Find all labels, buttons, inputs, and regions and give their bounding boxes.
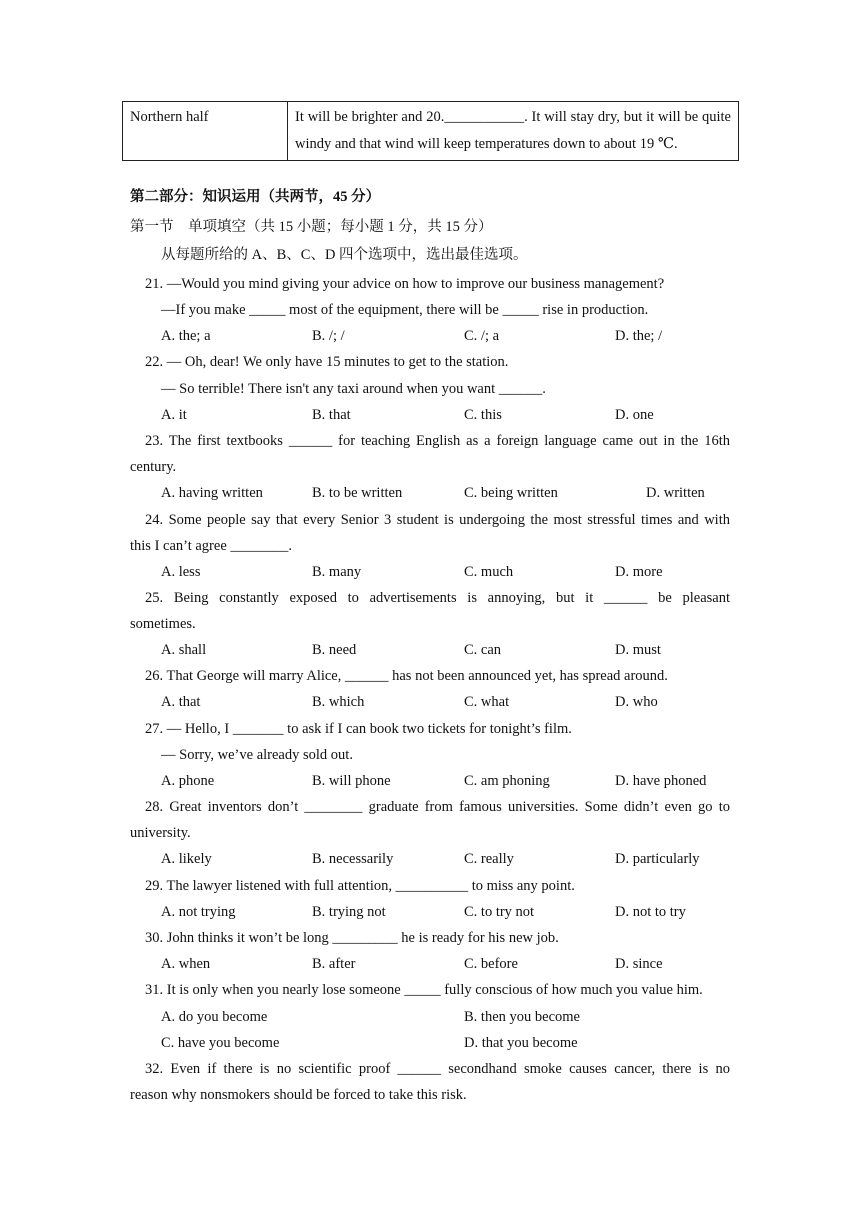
question-29-option-d: D. not to try xyxy=(615,904,686,920)
question-31-option-d: D. that you become xyxy=(464,1035,578,1051)
question-22-reply: — So terrible! There isn't any taxi around when you want ______. xyxy=(161,381,546,397)
question-27-option-c: C. am phoning xyxy=(464,773,550,789)
question-24-option-b: B. many xyxy=(312,564,362,580)
question-22-option-b: B. that xyxy=(312,407,351,423)
question-28-option-c: C. really xyxy=(464,851,514,867)
question-24-stem-cont: this I can’t agree ________. xyxy=(130,538,293,554)
question-22-stem: 22. — Oh, dear! We only have 15 minutes to get to the station. xyxy=(145,354,509,370)
question-30-option-c: C. before xyxy=(464,956,518,972)
question-25-stem: 25. Being constantly exposed to advertisements is annoying, but it ______ be pleasant xyxy=(145,590,730,606)
question-23-stem-cont: century. xyxy=(130,459,177,475)
weather-table xyxy=(122,101,739,161)
question-24-option-a: A. less xyxy=(161,564,201,580)
question-21-option-d: D. the; / xyxy=(615,328,663,344)
question-31-option-a: A. do you become xyxy=(161,1009,268,1025)
question-22-option-d: D. one xyxy=(615,407,654,423)
question-29-option-b: B. trying not xyxy=(312,904,386,920)
question-32-stem-cont: reason why nonsmokers should be forced to take this risk. xyxy=(130,1087,467,1103)
question-26-option-c: C. what xyxy=(464,694,510,710)
part-title: 第二部分：知识运用（共两节，45 分） xyxy=(130,189,381,205)
section-subtitle: 第一节 单项填空（共 15 小题；每小题 1 分，共 15 分） xyxy=(130,219,493,235)
question-21-reply: —If you make _____ most of the equipment, there will be _____ rise in production. xyxy=(161,302,649,318)
question-24-option-c: C. much xyxy=(464,564,514,580)
question-21-stem: 21. —Would you mind giving your advice on how to improve our business management? xyxy=(145,276,665,292)
instructions: 从每题所给的 A、B、C、D 四个选项中，选出最佳选项。 xyxy=(161,247,528,263)
question-29-stem: 29. The lawyer listened with full attention, __________ to miss any point. xyxy=(145,878,575,894)
table-row-text: It will be brighter and 20.___________. It will stay dry, but it will be quite windy and that wind will keep temperatures down to about 19 ℃. xyxy=(288,102,739,161)
question-23-option-c: C. being written xyxy=(464,485,558,501)
question-24-option-d: D. more xyxy=(615,564,663,580)
question-23-stem: 23. The first textbooks ______ for teaching English as a foreign language came out in the 16th xyxy=(145,433,730,449)
table-row xyxy=(123,102,739,161)
question-27-option-d: D. have phoned xyxy=(615,773,707,789)
question-23-option-a: A. having written xyxy=(161,485,263,501)
question-29-option-c: C. to try not xyxy=(464,904,535,920)
question-25-option-d: D. must xyxy=(615,642,661,658)
question-28-option-b: B. necessarily xyxy=(312,851,394,867)
question-22-option-a: A. it xyxy=(161,407,187,423)
question-25-stem-cont: sometimes. xyxy=(130,616,196,632)
question-31-option-b: B. then you become xyxy=(464,1009,580,1025)
question-26-stem: 26. That George will marry Alice, ______ has not been announced yet, has spread around. xyxy=(145,668,668,684)
question-30-option-d: D. since xyxy=(615,956,663,972)
question-23-option-b: B. to be written xyxy=(312,485,403,501)
question-31-option-c: C. have you become xyxy=(161,1035,280,1051)
question-27-option-b: B. will phone xyxy=(312,773,391,789)
question-30-option-a: A. when xyxy=(161,956,211,972)
question-30-option-b: B. after xyxy=(312,956,356,972)
question-28-stem-cont: university. xyxy=(130,825,191,841)
question-21-option-a: A. the; a xyxy=(161,328,211,344)
question-29-option-a: A. not trying xyxy=(161,904,236,920)
question-24-stem: 24. Some people say that every Senior 3 student is undergoing the most stressful times and with xyxy=(145,512,730,528)
question-28-option-a: A. likely xyxy=(161,851,212,867)
question-23-option-d: D. written xyxy=(646,485,705,501)
question-30-stem: 30. John thinks it won’t be long _________ he is ready for his new job. xyxy=(145,930,559,946)
question-27-option-a: A. phone xyxy=(161,773,215,789)
question-32-stem: 32. Even if there is no scientific proof ______ secondhand smoke causes cancer, there is no xyxy=(145,1061,730,1077)
question-26-option-a: A. that xyxy=(161,694,201,710)
question-25-option-a: A. shall xyxy=(161,642,207,658)
question-21-option-b: B. /; / xyxy=(312,328,345,344)
question-22-option-c: C. this xyxy=(464,407,502,423)
question-26-option-b: B. which xyxy=(312,694,365,710)
table-row-label: Northern half xyxy=(123,102,288,161)
question-28-option-d: D. particularly xyxy=(615,851,700,867)
question-25-option-b: B. need xyxy=(312,642,357,658)
question-28-stem: 28. Great inventors don’t ________ graduate from famous universities. Some didn’t even go to xyxy=(145,799,730,815)
question-26-option-d: D. who xyxy=(615,694,658,710)
question-31-stem: 31. It is only when you nearly lose someone _____ fully conscious of how much you value him. xyxy=(145,982,703,998)
question-27-stem: 27. — Hello, I _______ to ask if I can book two tickets for tonight’s film. xyxy=(145,721,572,737)
question-21-option-c: C. /; a xyxy=(464,328,500,344)
question-27-reply: — Sorry, we’ve already sold out. xyxy=(161,747,353,763)
question-25-option-c: C. can xyxy=(464,642,502,658)
